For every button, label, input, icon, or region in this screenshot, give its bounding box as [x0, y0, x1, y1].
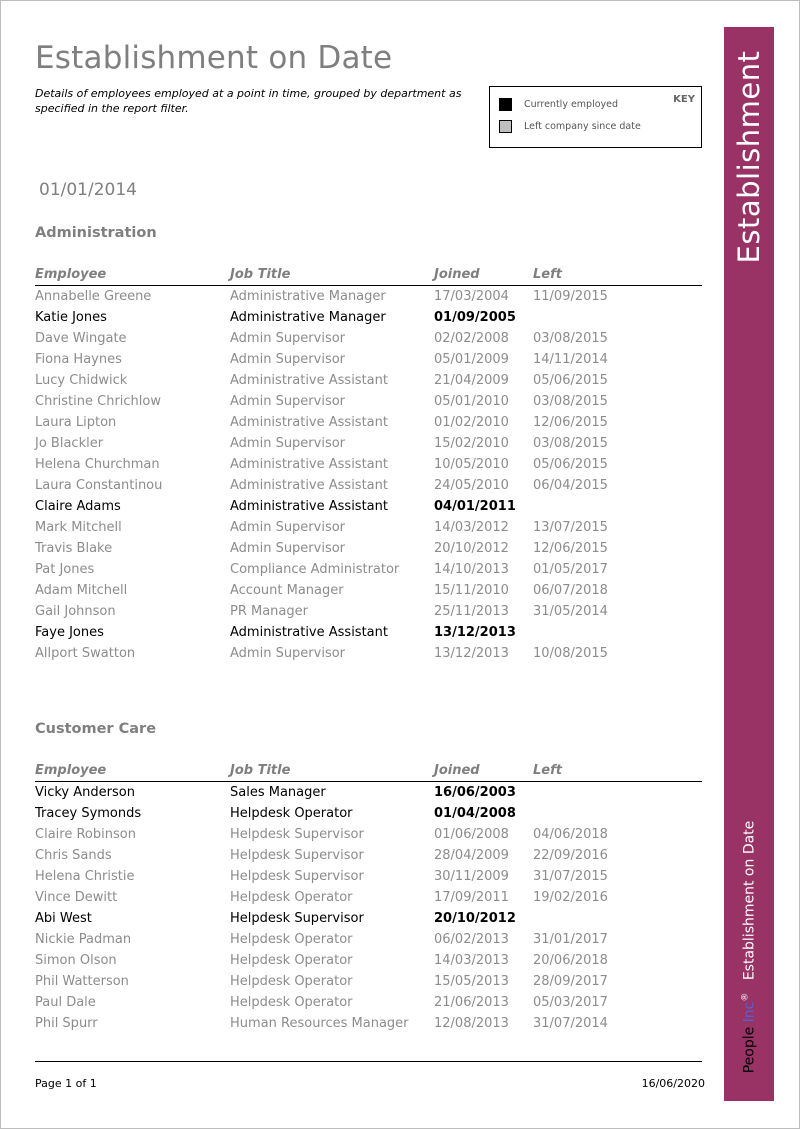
left-date: 11/09/2015: [533, 289, 608, 304]
employee-name: Simon Olson: [35, 953, 117, 968]
key-title: KEY: [673, 94, 695, 105]
left-date: 03/08/2015: [533, 436, 608, 451]
job-title: Admin Supervisor: [230, 352, 346, 367]
joined-date: 15/05/2013: [434, 974, 509, 989]
table-row: [35, 457, 702, 478]
joined-date: 12/08/2013: [434, 1016, 509, 1031]
job-title: Administrative Assistant: [230, 373, 388, 388]
employee-name: Allport Swatton: [35, 646, 136, 661]
col-job-title: Job Title: [230, 763, 291, 778]
job-title: Admin Supervisor: [230, 394, 346, 409]
employee-name: Pat Jones: [35, 562, 95, 577]
job-title: Administrative Assistant: [230, 415, 388, 430]
job-title: Helpdesk Supervisor: [230, 869, 364, 884]
job-title: Admin Supervisor: [230, 331, 346, 346]
joined-date: 25/11/2013: [434, 604, 509, 619]
joined-date: 13/12/2013: [434, 646, 509, 661]
employee-name: Vince Dewitt: [35, 890, 118, 905]
left-date: 19/02/2016: [533, 890, 608, 905]
job-title: Helpdesk Operator: [230, 953, 353, 968]
joined-date: 21/04/2009: [434, 373, 509, 388]
side-band: [724, 27, 774, 1101]
col-employee: Employee: [35, 763, 107, 778]
joined-date: 14/03/2013: [434, 953, 509, 968]
job-title: Helpdesk Operator: [230, 974, 353, 989]
joined-date: 10/05/2010: [434, 457, 509, 472]
joined-date: 24/05/2010: [434, 478, 509, 493]
report-subtitle: Details of employees employed at a point in time, grouped by department as specified in the report filter.: [35, 87, 462, 115]
table-row: [35, 974, 702, 995]
joined-date: 28/04/2009: [434, 848, 509, 863]
table-row: [35, 827, 702, 848]
job-title: Administrative Manager: [230, 289, 386, 304]
brand-reg: ®: [740, 992, 751, 1002]
left-date: 05/03/2017: [533, 995, 608, 1010]
current-swatch: [499, 98, 512, 111]
left-date: 14/11/2014: [533, 352, 608, 367]
employee-name: Faye Jones: [35, 625, 104, 640]
job-title: Helpdesk Supervisor: [230, 827, 364, 842]
employee-name: Travis Blake: [35, 541, 113, 556]
job-title: Compliance Administrator: [230, 562, 400, 577]
left-date: 28/09/2017: [533, 974, 608, 989]
left-date: 10/08/2015: [533, 646, 608, 661]
table-row: [35, 520, 702, 541]
job-title: Administrative Assistant: [230, 457, 388, 472]
employee-name: Helena Churchman: [35, 457, 160, 472]
joined-date: 30/11/2009: [434, 869, 509, 884]
table-row: [35, 604, 702, 625]
col-left: Left: [533, 763, 562, 778]
col-joined: Joined: [434, 763, 480, 778]
left-date: 22/09/2016: [533, 848, 608, 863]
joined-date: 14/10/2013: [434, 562, 509, 577]
table-row: [35, 1016, 702, 1037]
key-left-label: Left company since date: [524, 121, 641, 132]
job-title: Admin Supervisor: [230, 541, 346, 556]
left-swatch: [499, 120, 512, 133]
employee-name: Paul Dale: [35, 995, 96, 1010]
col-employee: Employee: [35, 267, 107, 282]
report-title: Establishment on Date: [35, 40, 393, 76]
table-row: [35, 932, 702, 953]
joined-date: 16/06/2003: [434, 785, 516, 800]
employee-list: [35, 785, 702, 1037]
employee-name: Laura Lipton: [35, 415, 117, 430]
brand-people: People: [741, 1026, 758, 1074]
table-row: [35, 394, 702, 415]
side-title-text: Establishment: [732, 50, 766, 264]
job-title: Account Manager: [230, 583, 344, 598]
footer-divider: [35, 1061, 702, 1062]
col-job-title: Job Title: [230, 267, 291, 282]
job-title: Sales Manager: [230, 785, 326, 800]
table-row: [35, 373, 702, 394]
table-row: [35, 953, 702, 974]
side-title: [724, 27, 774, 287]
department-name: Customer Care: [35, 721, 157, 737]
table-row: [35, 806, 702, 827]
table-row: [35, 331, 702, 352]
job-title: Helpdesk Operator: [230, 932, 353, 947]
joined-date: 13/12/2013: [434, 625, 516, 640]
job-title: Helpdesk Supervisor: [230, 911, 364, 926]
job-title: Helpdesk Operator: [230, 995, 353, 1010]
column-header: [35, 267, 702, 286]
table-row: [35, 415, 702, 436]
left-date: 05/06/2015: [533, 373, 608, 388]
employee-name: Fiona Haynes: [35, 352, 122, 367]
left-date: 20/06/2018: [533, 953, 608, 968]
job-title: Administrative Manager: [230, 310, 386, 325]
job-title: Administrative Assistant: [230, 478, 388, 493]
table-row: [35, 625, 702, 646]
joined-date: 05/01/2009: [434, 352, 509, 367]
employee-name: Adam Mitchell: [35, 583, 128, 598]
employee-name: Chris Sands: [35, 848, 112, 863]
employee-name: Phil Watterson: [35, 974, 129, 989]
left-date: 03/08/2015: [533, 394, 608, 409]
report-date: 01/01/2014: [39, 180, 137, 200]
joined-date: 15/02/2010: [434, 436, 509, 451]
employee-name: Gail Johnson: [35, 604, 116, 619]
brand-text: [741, 821, 758, 1074]
department-name: Administration: [35, 225, 157, 241]
employee-name: Helena Christie: [35, 869, 135, 884]
job-title: Administrative Assistant: [230, 499, 388, 514]
employee-name: Mark Mitchell: [35, 520, 122, 535]
left-date: 03/08/2015: [533, 331, 608, 346]
left-date: 31/07/2014: [533, 1016, 608, 1031]
joined-date: 01/06/2008: [434, 827, 509, 842]
job-title: Helpdesk Operator: [230, 890, 353, 905]
job-title: PR Manager: [230, 604, 308, 619]
employee-name: Abi West: [35, 911, 92, 926]
joined-date: 05/01/2010: [434, 394, 509, 409]
job-title: Admin Supervisor: [230, 436, 346, 451]
employee-name: Jo Blackler: [35, 436, 104, 451]
key-left: [499, 120, 641, 133]
left-date: 31/01/2017: [533, 932, 608, 947]
employee-name: Tracey Symonds: [35, 806, 142, 821]
joined-date: 01/09/2005: [434, 310, 516, 325]
job-title: Human Resources Manager: [230, 1016, 409, 1031]
col-left: Left: [533, 267, 562, 282]
employee-name: Vicky Anderson: [35, 785, 135, 800]
employee-name: Claire Robinson: [35, 827, 136, 842]
job-title: Admin Supervisor: [230, 520, 346, 535]
job-title: Helpdesk Supervisor: [230, 848, 364, 863]
table-row: [35, 562, 702, 583]
job-title: Admin Supervisor: [230, 646, 346, 661]
joined-date: 04/01/2011: [434, 499, 516, 514]
left-date: 31/05/2014: [533, 604, 608, 619]
employee-name: Lucy Chidwick: [35, 373, 128, 388]
table-row: [35, 890, 702, 911]
col-joined: Joined: [434, 267, 480, 282]
table-row: [35, 995, 702, 1016]
table-row: [35, 911, 702, 932]
joined-date: 01/04/2008: [434, 806, 516, 821]
employee-name: Christine Chrichlow: [35, 394, 161, 409]
employee-name: Phil Spurr: [35, 1016, 98, 1031]
joined-date: 17/09/2011: [434, 890, 509, 905]
joined-date: 06/02/2013: [434, 932, 509, 947]
employee-name: Laura Constantinou: [35, 478, 163, 493]
joined-date: 21/06/2013: [434, 995, 509, 1010]
printed-date: 16/06/2020: [641, 1077, 705, 1090]
left-date: 12/06/2015: [533, 415, 608, 430]
page-number: Page 1 of 1: [35, 1077, 97, 1090]
employee-list: [35, 289, 702, 667]
left-date: 12/06/2015: [533, 541, 608, 556]
job-title: Helpdesk Operator: [230, 806, 353, 821]
left-date: 31/07/2015: [533, 869, 608, 884]
table-row: [35, 478, 702, 499]
employee-name: Katie Jones: [35, 310, 107, 325]
employee-name: Claire Adams: [35, 499, 121, 514]
left-date: 06/04/2015: [533, 478, 608, 493]
joined-date: 02/02/2008: [434, 331, 509, 346]
table-row: [35, 848, 702, 869]
column-header: [35, 763, 702, 782]
left-date: 13/07/2015: [533, 520, 608, 535]
table-row: [35, 310, 702, 331]
joined-date: 01/02/2010: [434, 415, 509, 430]
sidebar-report-name: Establishment on Date: [741, 820, 758, 981]
left-date: 04/06/2018: [533, 827, 608, 842]
joined-date: 20/10/2012: [434, 541, 509, 556]
table-row: [35, 436, 702, 457]
table-row: [35, 289, 702, 310]
table-row: [35, 869, 702, 890]
left-date: 01/05/2017: [533, 562, 608, 577]
joined-date: 15/11/2010: [434, 583, 509, 598]
table-row: [35, 785, 702, 806]
key-current-label: Currently employed: [524, 99, 619, 110]
left-date: 06/07/2018: [533, 583, 608, 598]
joined-date: 17/03/2004: [434, 289, 509, 304]
table-row: [35, 499, 702, 520]
table-row: [35, 352, 702, 373]
brand-block: [724, 797, 774, 1097]
job-title: Administrative Assistant: [230, 625, 388, 640]
left-date: 05/06/2015: [533, 457, 608, 472]
brand-inc: Inc: [741, 1001, 758, 1023]
employee-name: Annabelle Greene: [35, 289, 152, 304]
table-row: [35, 646, 702, 667]
employee-name: Nickie Padman: [35, 932, 132, 947]
table-row: [35, 583, 702, 604]
joined-date: 14/03/2012: [434, 520, 509, 535]
key-current: [499, 98, 618, 111]
employee-name: Dave Wingate: [35, 331, 127, 346]
key-legend: [489, 86, 702, 148]
joined-date: 20/10/2012: [434, 911, 516, 926]
table-row: [35, 541, 702, 562]
